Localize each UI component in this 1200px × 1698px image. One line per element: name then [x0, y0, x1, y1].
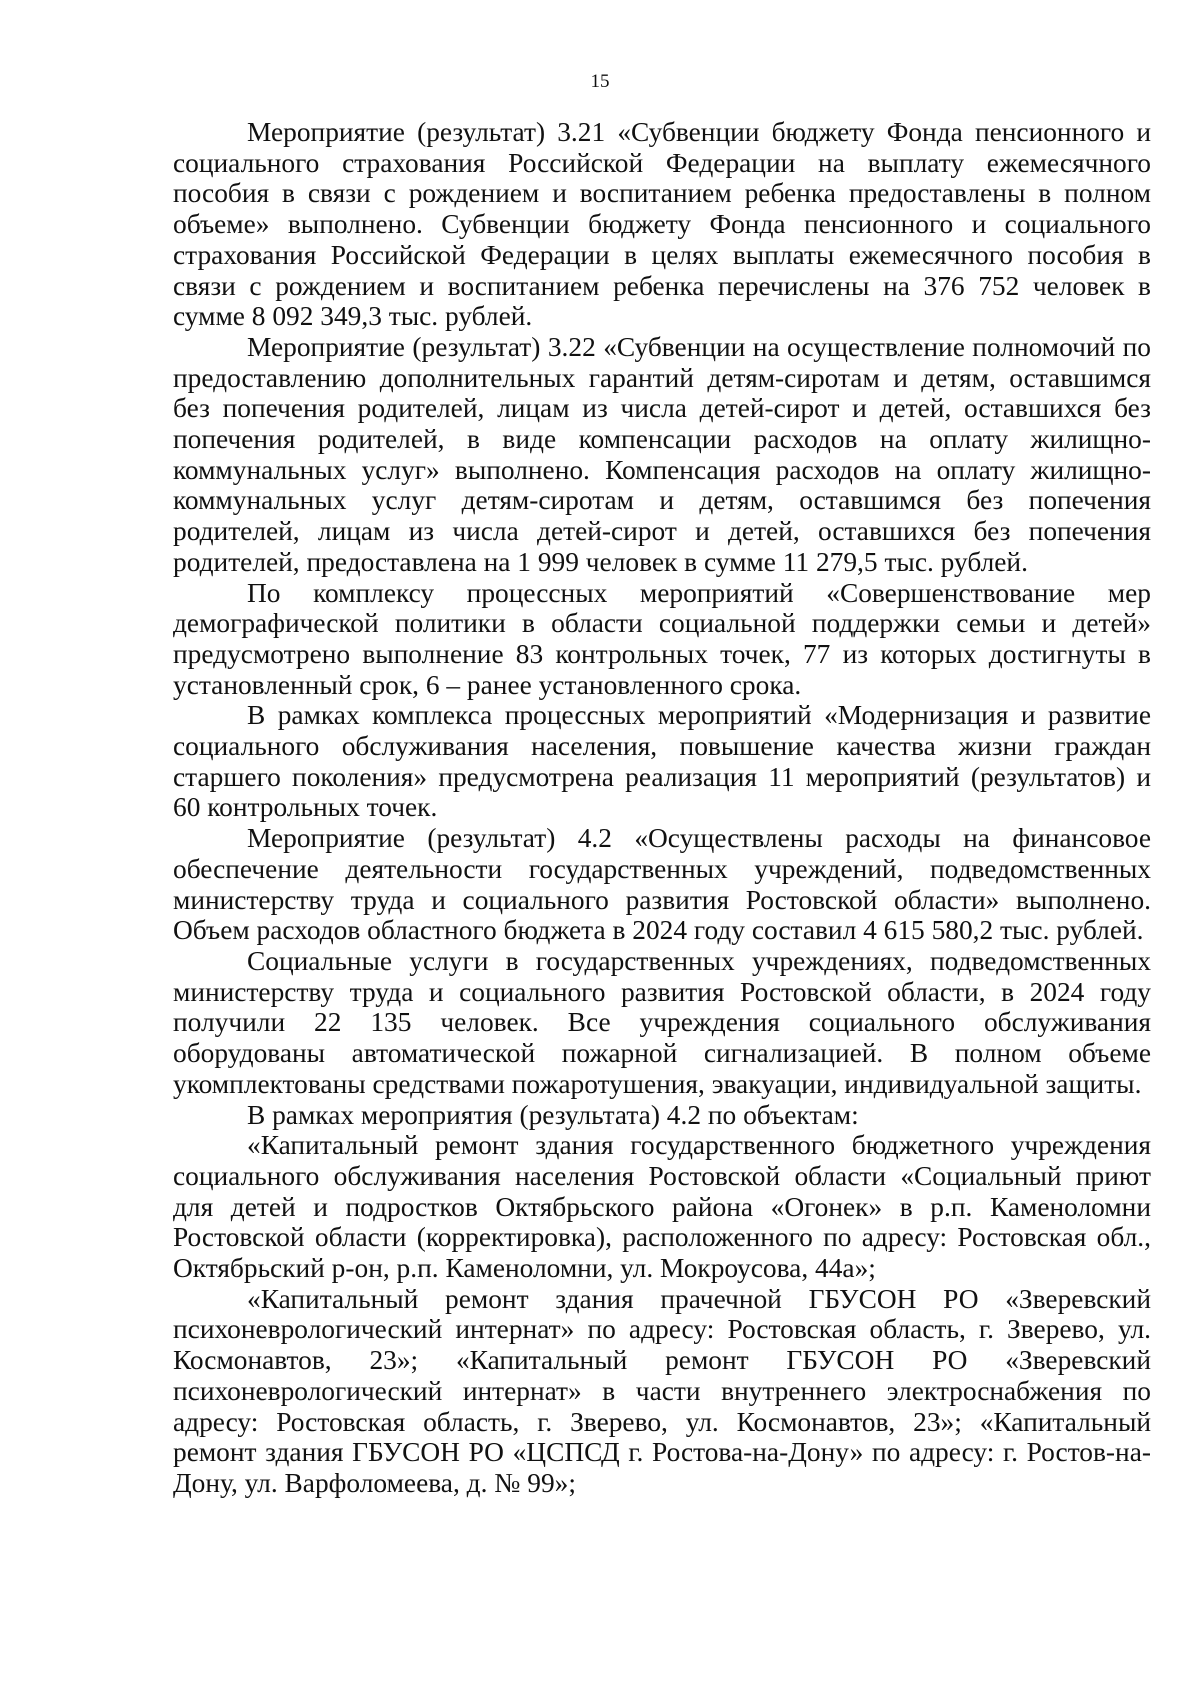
paragraph-object-kamenolomni-shelter: «Капитальный ремонт здания государственного бюджетного учреждения социального обслуживания населения Ростовской области «Социальный приют для детей и подростков Октябрьского района «Огонек» в р.п. Каменоломни Ростовской области (корректировка), расположенного по адресу: Ростовская обл., Октябрьский р-он, р.п. Каменоломни, ул. Мокроусова, 44а»; [173, 1130, 1151, 1284]
paragraph-social-services-recipients: Социальные услуги в государственных учреждениях, подведомственных министерству труда и социального развития Ростовской области, в 2024 году получили 22 135 человек. Все учреждения социального обслуживания оборудованы автоматической пожарной сигнализацией. В полном объеме укомплектованы средствами пожаротушения, эвакуации, индивидуальной защиты. [173, 945, 1151, 1099]
paragraph-measure-3-22: Мероприятие (результат) 3.22 «Субвенции на осуществление полномочий по предоставлению дополнительных гарантий детям-сиротам и детям, оставшимся без попечения родителей, лицам из числа детей-сирот и детей, оставшихся без попечения родителей, в виде компенсации расходов на оплату жилищно-коммунальных услуг» выполнено. Компенсация расходов на оплату жилищно-коммунальных услуг детям-сиротам и детям, оставшимся без попечения родителей, лицам из числа детей-сирот и детей, оставшихся без попечения родителей, предоставлена на 1 999 человек в сумме 11 279,5 тыс. рублей. [173, 331, 1151, 577]
paragraph-object-zverevo-and-rostov: «Капитальный ремонт здания прачечной ГБУСОН РО «Зверевский психоневрологический интернат» по адресу: Ростовская область, г. Зверево, ул. Космонавтов, 23»; «Капитальный ремонт ГБУСОН РО «Зверевский психоневрологический интернат» в части внутреннего электроснабжения по адресу: Ростовская область, г. Зверево, ул. Космонавтов, 23»; «Капитальный ремонт здания ГБУСОН РО «ЦСПСД г. Ростова-на-Дону» по адресу: г. Ростов-на-Дону, ул. Варфоломеева, д. № 99»; [173, 1283, 1151, 1498]
paragraph-measure-4-2-objects-intro: В рамках мероприятия (результата) 4.2 по объектам: [247, 1099, 859, 1130]
paragraph-social-services-modernization: В рамках комплекса процессных мероприятий «Модернизация и развитие социального обслуживания населения, повышение качества жизни граждан старшего поколения» предусмотрена реализация 11 мероприятий (результатов) и 60 контрольных точек. [173, 700, 1151, 823]
paragraph-measure-4-2: Мероприятие (результат) 4.2 «Осуществлены расходы на финансовое обеспечение деятельности государственных учреждений, подведомственных министерству труда и социального развития Ростовской области» выполнено. Объем расходов областного бюджета в 2024 году составил 4 615 580,2 тыс. рублей. [173, 823, 1151, 946]
paragraph-demographic-policy-complex: По комплексу процессных мероприятий «Совершенствование мер демографической политики в области социальной поддержки семьи и детей» предусмотрено выполнение 83 контрольных точек, 77 из которых достигнуты в установленный срок, 6 – ранее установленного срока. [173, 577, 1151, 700]
page-number: 15 [590, 71, 610, 92]
paragraph-measure-3-21: Мероприятие (результат) 3.21 «Субвенции бюджету Фонда пенсионного и социального страхования Российской Федерации на выплату ежемесячного пособия в связи с рождением и воспитанием ребенка предоставлены в полном объеме» выполнено. Субвенции бюджету Фонда пенсионного и социального страхования Российской Федерации в целях выплаты ежемесячного пособия в связи с рождением и воспитанием ребенка перечислены на 376 752 человек в сумме 8 092 349,3 тыс. рублей. [173, 117, 1151, 332]
document-body [173, 117, 1151, 1499]
